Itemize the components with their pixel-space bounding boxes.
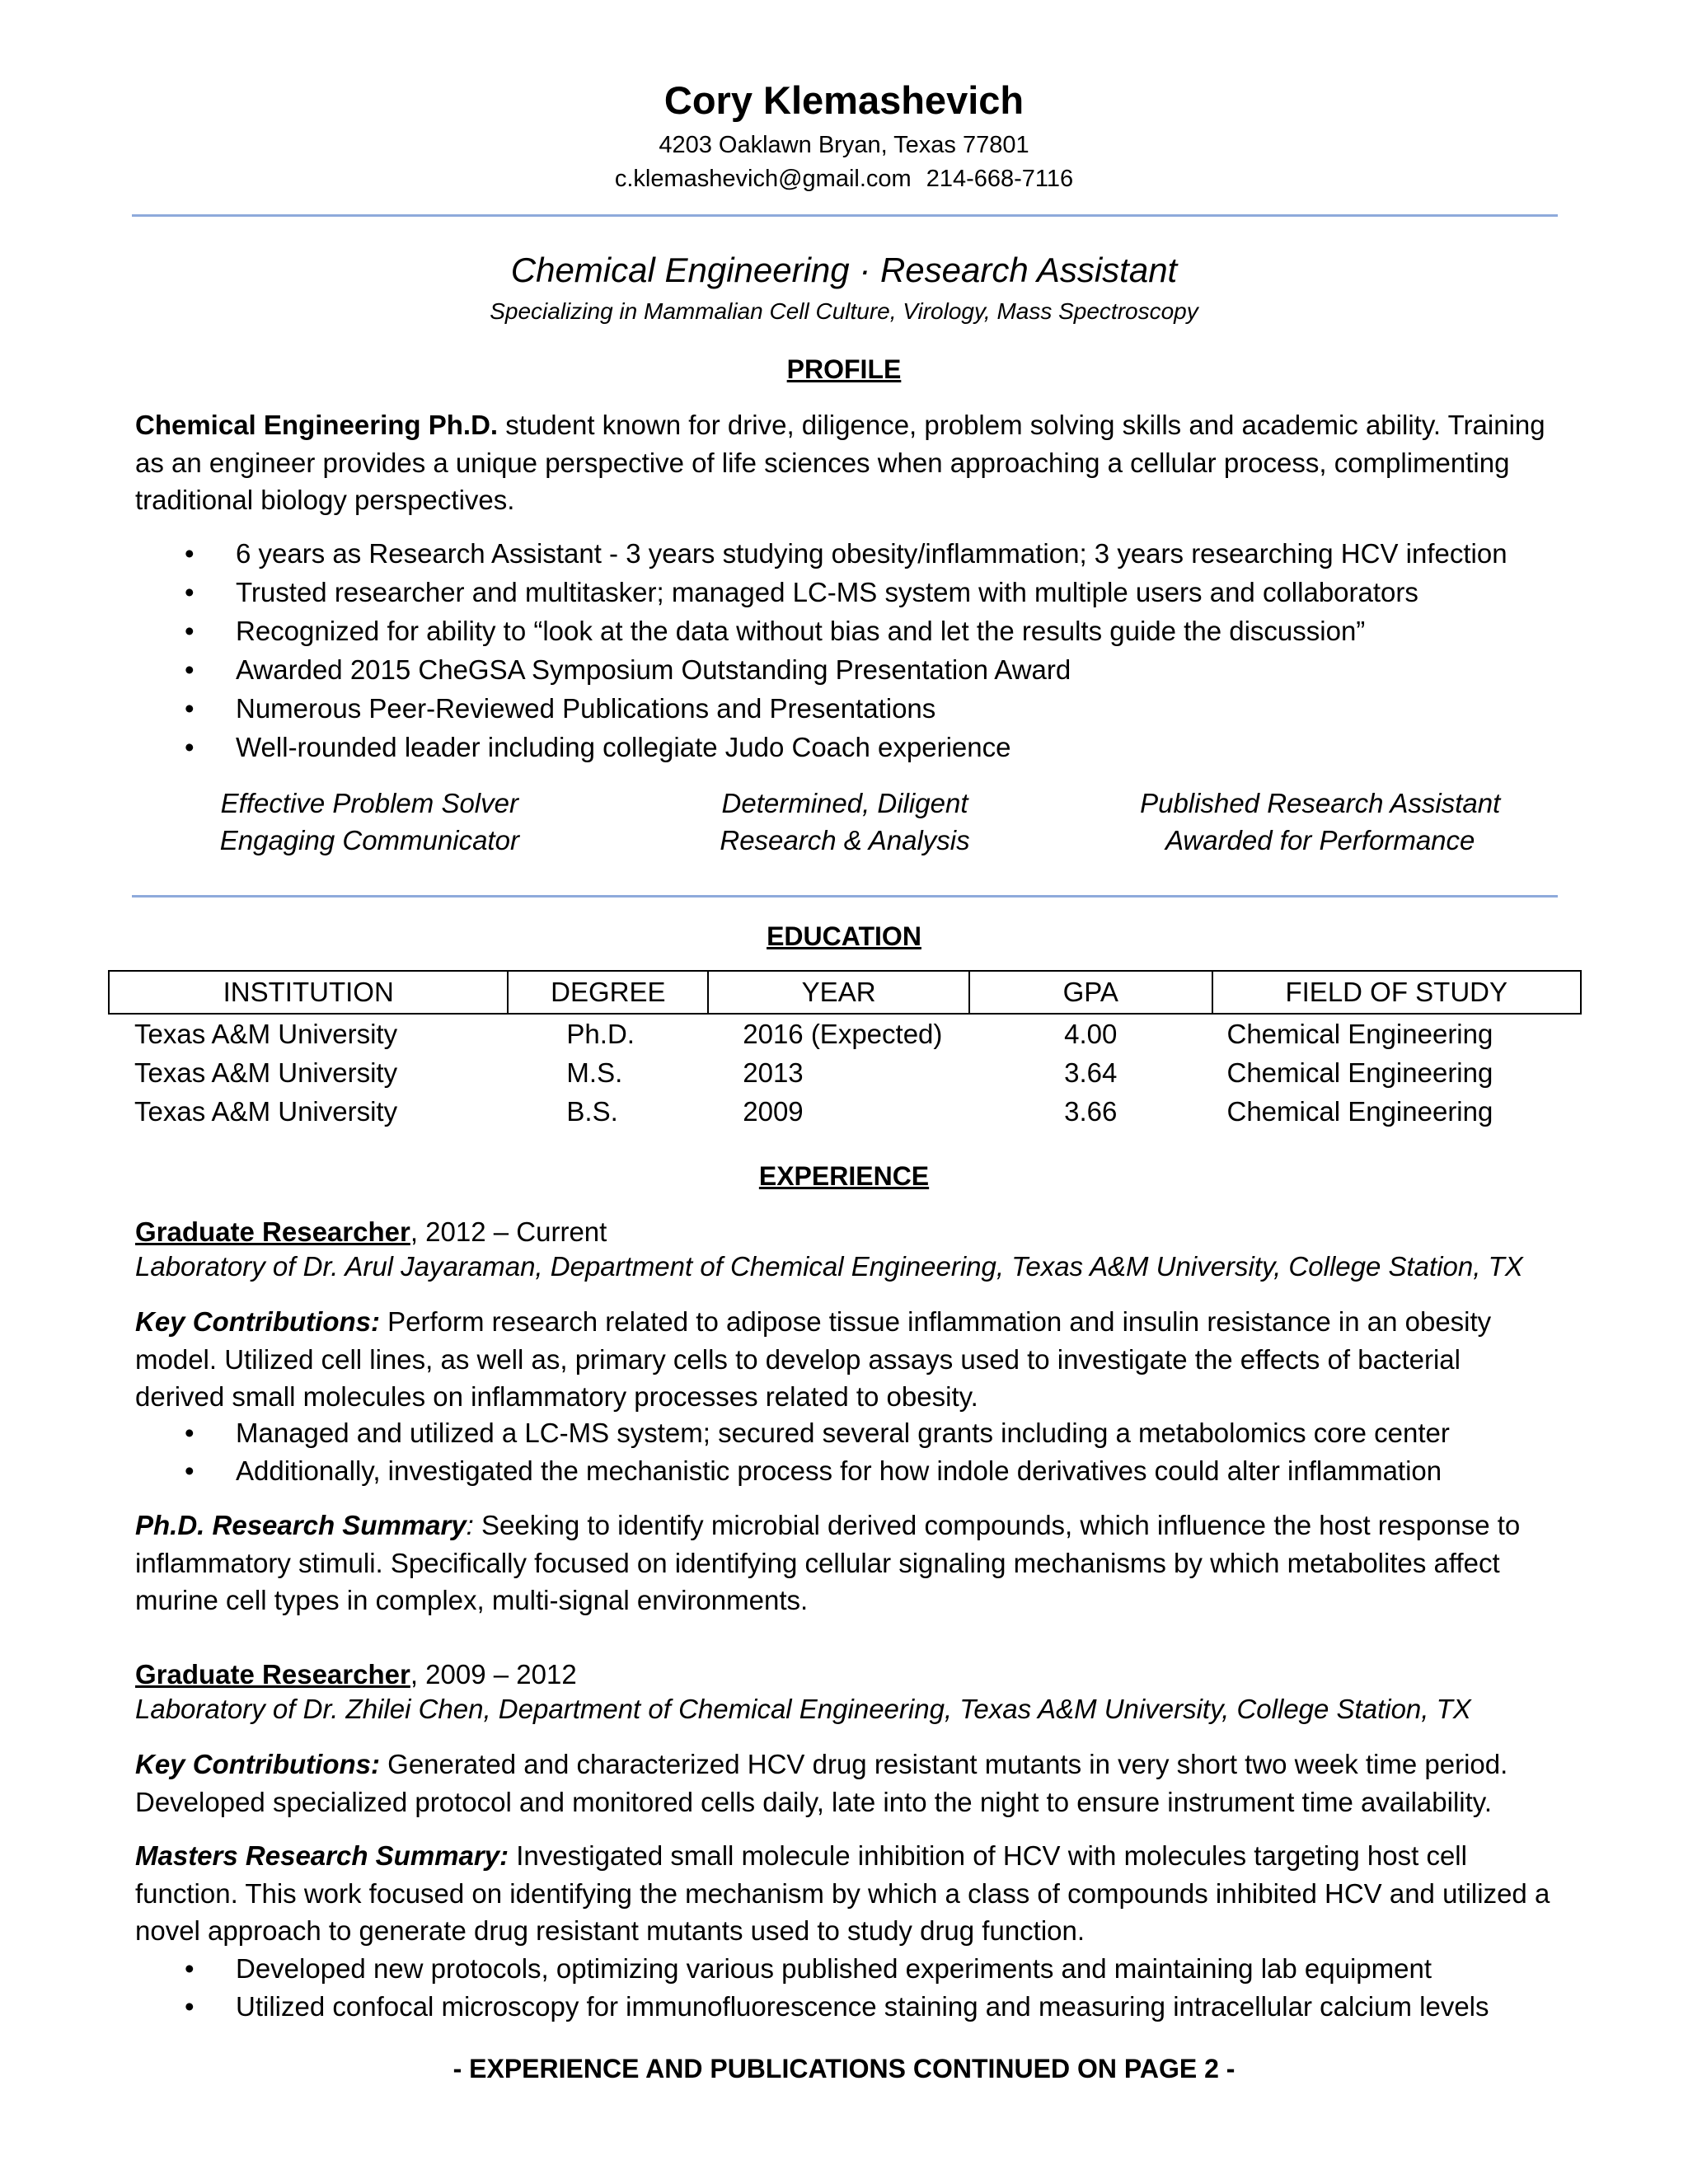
column-header: FIELD OF STUDY: [1212, 971, 1582, 1014]
table-cell: Ph.D.: [566, 1018, 635, 1049]
strength-item: Research & Analysis: [720, 825, 970, 855]
phone: 214-668-7116: [926, 166, 1074, 192]
research-summary-label: Ph.D. Research Summary: [135, 1510, 467, 1540]
list-item: • Awarded 2015 CheGSA Symposium Outstanding Presentation Award: [135, 650, 1553, 689]
job-title: [135, 1656, 1553, 1693]
strength-item: Effective Problem Solver: [220, 788, 518, 818]
role-name: Graduate Researcher: [135, 1216, 410, 1247]
email: c.klemashevich@gmail.com: [614, 166, 912, 192]
divider: [132, 214, 1558, 217]
headline-subtitle: Specializing in Mammalian Cell Culture, Virology, Mass Spectroscopy: [490, 298, 1198, 324]
table-cell: Texas A&M University: [134, 1095, 398, 1127]
strength-item: Determined, Diligent: [721, 788, 968, 818]
profile-bullets: [135, 534, 1553, 766]
profile-summary: [135, 406, 1553, 519]
contact-line: [0, 166, 1688, 193]
strength-item: Awarded for Performance: [1165, 825, 1475, 855]
research-summary: [135, 1837, 1553, 1950]
strengths-column: [1082, 785, 1558, 859]
candidate-name: Cory Klemashevich: [663, 78, 1025, 122]
profile-heading: PROFILE: [786, 354, 902, 384]
key-contributions-label: Key Contributions:: [135, 1306, 380, 1337]
job-bullets: [135, 1950, 1553, 2026]
column-header: YEAR: [708, 971, 969, 1014]
table-cell: 3.66: [1064, 1095, 1118, 1127]
table-header-row: [109, 971, 1581, 1014]
table-cell: 2013: [743, 1057, 804, 1088]
table-cell: 2016 (Expected): [743, 1018, 943, 1049]
list-item: • Utilized confocal microscopy for immunofluorescence staining and measuring intracellular calcium levels: [135, 1988, 1553, 2026]
strength-item: Engaging Communicator: [219, 825, 519, 855]
key-contributions-text: Perform research related to adipose tissue inflammation and insulin resistance in an obesity model. Utilized cell lines, as well as, primary cells to develop assays used to investigate the effects of bacterial derived small molecules on inflammatory processes related to obesity.: [135, 1306, 1492, 1412]
list-item: • Additionally, investigated the mechanistic process for how indole derivatives could alter inflammation: [135, 1452, 1553, 1490]
research-summary: [135, 1507, 1553, 1619]
table-cell: 2009: [743, 1095, 804, 1127]
table-cell: Chemical Engineering: [1226, 1095, 1493, 1127]
table-row: [109, 1092, 1581, 1131]
strengths-column: [607, 785, 1083, 859]
continued-note: - EXPERIENCE AND PUBLICATIONS CONTINUED ON PAGE 2 -: [452, 2054, 1236, 2083]
table-cell: B.S.: [566, 1095, 618, 1127]
list-item: • 6 years as Research Assistant - 3 years studying obesity/inflammation; 3 years researching HCV infection: [135, 534, 1553, 573]
table-cell: Chemical Engineering: [1226, 1057, 1493, 1088]
column-header: INSTITUTION: [109, 971, 508, 1014]
list-item: • Well-rounded leader including collegiate Judo Coach experience: [135, 728, 1553, 766]
list-item: • Recognized for ability to “look at the data without bias and let the results guide the discussion”: [135, 612, 1553, 650]
research-summary-text: Seeking to identify microbial derived compounds, which influence the host response to inflammatory stimuli. Specifically focused on identifying cellular signaling mechanisms by which metabolites affect murine cell types in complex, multi-signal environments.: [135, 1510, 1521, 1615]
key-contributions: [135, 1303, 1553, 1416]
table-cell: Texas A&M University: [134, 1018, 398, 1049]
experience-heading: EXPERIENCE: [758, 1161, 930, 1191]
table-cell: 4.00: [1064, 1018, 1118, 1049]
list-item: • Trusted researcher and multitasker; managed LC-MS system with multiple users and collaborators: [135, 573, 1553, 612]
role-dates: , 2012 – Current: [410, 1216, 607, 1247]
role-name: Graduate Researcher: [135, 1659, 410, 1690]
key-contributions: [135, 1746, 1553, 1821]
list-item: • Developed new protocols, optimizing various published experiments and maintaining lab equipment: [135, 1950, 1553, 1988]
column-header: DEGREE: [508, 971, 708, 1014]
table-row: [109, 1053, 1581, 1092]
key-contributions-label: Key Contributions:: [135, 1749, 380, 1779]
profile-text: student known for drive, diligence, problem solving skills and academic ability. Training as an engineer provides a unique perspective of life sciences when approaching a cellular process, complimenting traditional biology perspectives.: [135, 410, 1545, 515]
address: 4203 Oaklawn Bryan, Texas 77801: [659, 132, 1029, 158]
table-cell: M.S.: [566, 1057, 623, 1088]
divider: [132, 895, 1558, 898]
research-summary-text: Investigated small molecule inhibition of HCV with molecules targeting host cell function. This work focused on identifying the mechanism by which a class of compounds inhibited HCV and utilized a novel approach to generate drug resistant mutants used to study drug function.: [135, 1840, 1550, 1946]
key-contributions-text: Generated and characterized HCV drug resistant mutants in very short two week time period. Developed specialized protocol and monitored cells daily, late into the night to ensure instrument time availability.: [135, 1749, 1508, 1817]
table-cell: 3.64: [1064, 1057, 1118, 1088]
research-summary-label: Masters Research Summary:: [135, 1840, 509, 1871]
list-item: • Managed and utilized a LC-MS system; secured several grants including a metabolomics core center: [135, 1414, 1553, 1452]
education-table: [108, 970, 1582, 1131]
strength-item: Published Research Assistant: [1140, 788, 1501, 818]
strengths-column: [132, 785, 607, 859]
headline-title: Chemical Engineering · Research Assistant: [510, 251, 1178, 289]
profile-lead: Chemical Engineering Ph.D.: [135, 410, 499, 440]
research-summary-colon: :: [466, 1510, 474, 1540]
education-heading: EDUCATION: [767, 921, 921, 951]
lab-affiliation: Laboratory of Dr. Zhilei Chen, Department of Chemical Engineering, Texas A&M University, College Station, TX: [135, 1694, 1471, 1724]
lab-affiliation: Laboratory of Dr. Arul Jayaraman, Department of Chemical Engineering, Texas A&M University, College Station, TX: [135, 1251, 1523, 1282]
job-title: [135, 1213, 1553, 1250]
role-dates: , 2009 – 2012: [410, 1659, 577, 1690]
list-item: • Numerous Peer-Reviewed Publications and Presentations: [135, 689, 1553, 728]
strengths: [132, 785, 1558, 859]
table-cell: Chemical Engineering: [1226, 1018, 1493, 1049]
job-bullets: [135, 1414, 1553, 1490]
column-header: GPA: [969, 971, 1212, 1014]
table-row: [109, 1014, 1581, 1053]
table-cell: Texas A&M University: [134, 1057, 398, 1088]
